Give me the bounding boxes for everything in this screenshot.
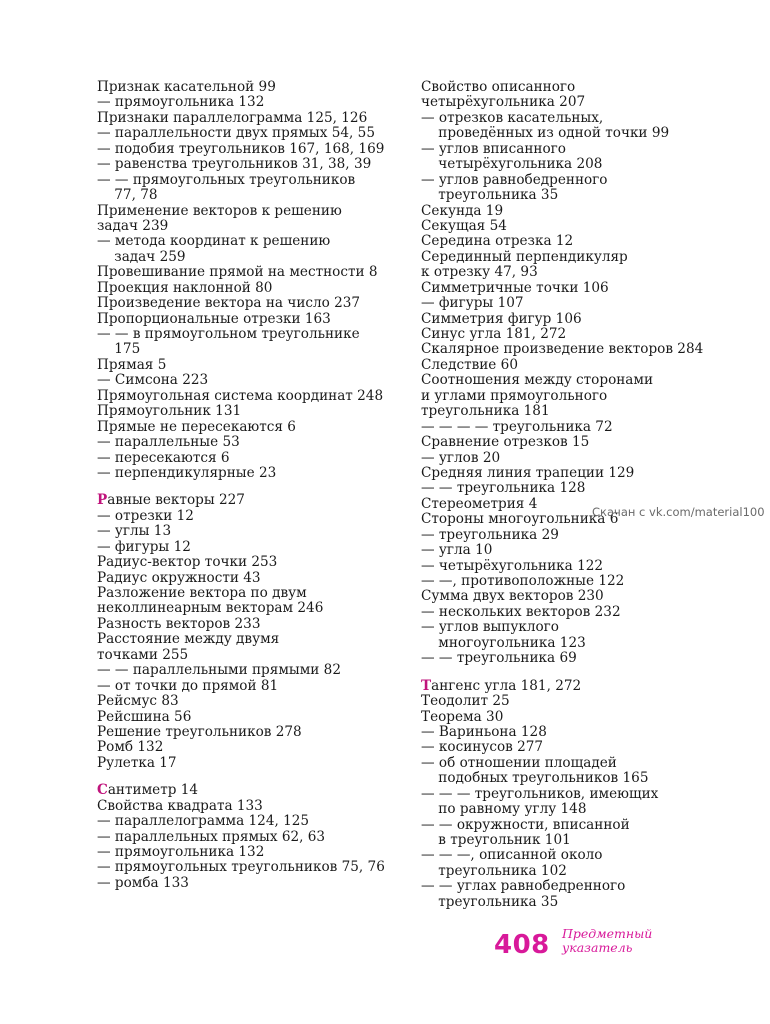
index-entry-text: — углов выпуклого <box>421 619 559 636</box>
index-entry <box>97 632 397 647</box>
index-entry-text: треугольника 35 <box>421 187 559 204</box>
index-entry <box>97 524 397 539</box>
index-entry <box>97 694 397 709</box>
index-entry-text: — равенства треугольников 31, 38, 39 <box>97 156 372 173</box>
index-entry-text: — перпендикулярные 23 <box>97 464 277 481</box>
index-entry-text: неколлинеарным векторам 246 <box>97 600 324 617</box>
index-entry-text: — угла 10 <box>421 542 493 559</box>
index-entry-text: Произведение вектора на число 237 <box>97 295 361 312</box>
index-entry-text: — параллельные 53 <box>97 434 240 451</box>
index-entry-text: Стереометрия 4 <box>421 495 538 512</box>
watermark-text: Скачан с vk.com/material100 <box>592 505 765 519</box>
index-entry-text: — пересекаются 6 <box>97 449 230 466</box>
index-entry <box>421 864 721 879</box>
index-entry-text: — углов 20 <box>421 449 501 466</box>
index-entry <box>421 710 721 725</box>
index-entry-text: Соотношения между сторонами <box>421 372 654 389</box>
index-entry <box>421 389 721 404</box>
index-entry-text: — прямоугольных треугольников 75, 76 <box>97 859 385 876</box>
index-entry-text: — треугольника 29 <box>421 526 559 543</box>
index-entry <box>97 219 397 234</box>
index-entry <box>421 435 721 450</box>
index-entry <box>97 435 397 450</box>
index-entry-text: задач 259 <box>97 248 186 265</box>
section-label-line-1: Предметный <box>562 926 653 941</box>
index-entry-text: — параллельности двух прямых 54, 55 <box>97 125 375 142</box>
index-column-right <box>421 80 721 910</box>
index-entry <box>421 559 721 574</box>
index-entry <box>421 126 721 141</box>
index-entry <box>421 756 721 771</box>
index-entry <box>97 389 397 404</box>
index-entry <box>97 80 397 95</box>
index-entry-text: Проекция наклонной 80 <box>97 279 273 296</box>
index-entry-text: антиметр 14 <box>107 782 199 799</box>
index-entry-text: Рулетка 17 <box>97 754 177 771</box>
section-label-line-2: указатель <box>562 940 633 955</box>
index-entry <box>421 787 721 802</box>
index-entry-text: — параллельных прямых 62, 63 <box>97 828 326 845</box>
index-entry <box>97 830 397 845</box>
index-entry <box>421 895 721 910</box>
index-entry <box>97 663 397 678</box>
index-entry <box>97 799 397 814</box>
index-entry <box>421 219 721 234</box>
index-entry-text: Сравнение отрезков 15 <box>421 434 590 451</box>
index-entry-text: — косинусов 277 <box>421 739 544 756</box>
index-entry <box>421 188 721 203</box>
index-entry-text: Симметричные точки 106 <box>421 279 609 296</box>
index-entry-text: — — углах равнобедренного <box>421 878 626 895</box>
index-entry <box>97 860 397 875</box>
index-entry <box>421 312 721 327</box>
index-entry-text: — Симсона 223 <box>97 372 209 389</box>
index-entry <box>97 540 397 555</box>
index-entry-text: ангенс угла 181, 272 <box>431 677 582 694</box>
index-entry <box>97 142 397 157</box>
index-entry-text: Разложение вектора по двум <box>97 585 307 601</box>
index-entry-text: Радиус-вектор точки 253 <box>97 554 278 571</box>
index-entry <box>97 404 397 419</box>
index-entry-text: Сумма двух векторов 230 <box>421 588 604 605</box>
index-entry <box>421 342 721 357</box>
index-entry <box>97 451 397 466</box>
index-entry-text: — — прямоугольных треугольников <box>97 171 356 188</box>
index-entry-text: — подобия треугольников 167, 168, 169 <box>97 140 385 157</box>
index-entry <box>421 358 721 373</box>
index-entry-text: — четырёхугольника 122 <box>421 557 604 574</box>
index-entry-text: треугольника 181 <box>421 403 550 420</box>
index-entry-text: Разность векторов 233 <box>97 615 261 632</box>
section-initial-letter: Т <box>421 677 432 694</box>
index-entry <box>421 234 721 249</box>
index-entry-text: 77, 78 <box>97 187 158 204</box>
index-entry-text: — углы 13 <box>97 523 172 540</box>
index-entry <box>97 876 397 891</box>
index-entry-text: задач 239 <box>97 217 169 234</box>
index-entry-text: Прямоугольная система координат 248 <box>97 387 384 404</box>
index-entry-text: в треугольник 101 <box>421 832 571 848</box>
index-entry-text: — —, противоположные 122 <box>421 573 625 589</box>
index-entry-text: проведённых из одной точки 99 <box>421 125 670 142</box>
index-entry-text: Середина отрезка 12 <box>421 233 574 250</box>
index-entry <box>421 605 721 620</box>
index-entry-text: Теодолит 25 <box>421 693 510 710</box>
index-entry-text: по равному углу 148 <box>421 801 587 818</box>
index-entry-text: Свойства квадрата 133 <box>97 797 263 814</box>
index-entry-text: — параллелограмма 124, 125 <box>97 813 310 830</box>
index-entry-text: Прямоугольник 131 <box>97 403 242 420</box>
index-entry-text: Пропорциональные отрезки 163 <box>97 310 331 327</box>
index-column-left <box>97 80 397 891</box>
index-entry <box>97 725 397 740</box>
index-entry-text: — — треугольника 69 <box>421 650 577 667</box>
index-entry-text: 175 <box>97 341 141 358</box>
index-entry-text: четырёхугольника 208 <box>421 156 603 173</box>
index-entry <box>421 771 721 786</box>
index-entry-text: Средняя линия трапеции 129 <box>421 464 635 481</box>
index-entry <box>421 296 721 311</box>
index-entry-text: — отрезков касательных, <box>421 109 604 126</box>
index-entry <box>97 342 397 357</box>
index-entry-text: треугольника 102 <box>421 862 567 879</box>
index-entry-text: Теорема 30 <box>421 708 504 725</box>
section-label <box>562 927 652 955</box>
index-entry <box>97 327 397 342</box>
index-entry-text: Скалярное произведение векторов 284 <box>421 341 704 358</box>
index-entry <box>421 80 721 95</box>
index-entry-text: четырёхугольника 207 <box>421 94 586 111</box>
index-entry <box>421 818 721 833</box>
section-initial-letter: Р <box>97 492 108 509</box>
index-entry-text: — прямоугольника 132 <box>97 844 265 860</box>
index-entry-text: — — в прямоугольном треугольнике <box>97 326 360 342</box>
index-entry-text: Симметрия фигур 106 <box>421 310 582 327</box>
index-entry-text: Ромб 132 <box>97 739 164 756</box>
index-entry-text: — — — — треугольника 72 <box>421 418 613 435</box>
index-entry <box>97 296 397 311</box>
index-entry <box>97 234 397 249</box>
index-entry <box>97 679 397 694</box>
index-entry-text: и углами прямоугольного <box>421 387 608 404</box>
index-entry <box>421 420 721 435</box>
index-entry-text: — углов вписанного <box>421 140 566 157</box>
index-entry <box>97 555 397 570</box>
index-entry <box>421 651 721 666</box>
index-entry <box>421 589 721 604</box>
index-entry-text: — — треугольника 128 <box>421 480 586 497</box>
index-entry <box>97 281 397 296</box>
index-entry-text: Прямые не пересекаются 6 <box>97 418 296 435</box>
index-entry <box>421 111 721 126</box>
index-entry-text: — — параллельными прямыми 82 <box>97 662 341 679</box>
index-entry-text: — прямоугольника 132 <box>97 94 265 111</box>
index-entry <box>421 451 721 466</box>
index-entry <box>421 528 721 543</box>
index-entry <box>421 879 721 894</box>
index-entry <box>421 725 721 740</box>
index-entry <box>421 265 721 280</box>
index-entry-text: — метода координат к решению <box>97 233 331 250</box>
index-entry <box>97 204 397 219</box>
index-entry-text: — — —, описанной около <box>421 847 603 864</box>
index-entry <box>97 173 397 188</box>
index-entry <box>421 157 721 172</box>
index-entry-text: — от точки до прямой 81 <box>97 677 279 694</box>
index-entry-text: Следствие 60 <box>421 356 518 373</box>
index-entry <box>421 281 721 296</box>
index-entry-text: Провешивание прямой на местности 8 <box>97 264 378 281</box>
index-entry-text: — — окружности, вписанной <box>421 816 630 833</box>
index-entry-text: — об отношении площадей <box>421 754 617 771</box>
index-entry <box>421 250 721 265</box>
index-entry <box>97 586 397 601</box>
index-entry <box>421 740 721 755</box>
index-entry <box>97 845 397 860</box>
index-entry-text: Признак касательной 99 <box>97 79 276 95</box>
index-entry <box>97 265 397 280</box>
index-entry <box>97 373 397 388</box>
index-entry <box>421 466 721 481</box>
index-entry-text: Свойство описанного <box>421 79 576 95</box>
index-entry <box>97 188 397 203</box>
index-entry <box>421 327 721 342</box>
index-entry <box>421 679 721 694</box>
index-entry <box>97 312 397 327</box>
index-entry <box>421 574 721 589</box>
index-entry <box>97 95 397 110</box>
index-entry-text: — — — треугольников, имеющих <box>421 785 659 802</box>
index-entry <box>421 636 721 651</box>
index-entry-text: Синус угла 181, 272 <box>421 326 567 342</box>
index-entry-text: треугольника 35 <box>421 893 559 910</box>
index-entry-text: — нескольких векторов 232 <box>421 603 621 620</box>
index-entry <box>97 358 397 373</box>
index-entry <box>97 740 397 755</box>
index-entry-text: Прямая 5 <box>97 356 167 373</box>
index-entry-text: подобных треугольников 165 <box>421 770 649 787</box>
page-number: 408 <box>494 930 550 960</box>
index-entry-text: Рейсшина 56 <box>97 708 192 725</box>
index-entry <box>421 833 721 848</box>
section-initial-letter: С <box>97 782 108 799</box>
index-entry <box>97 601 397 616</box>
index-entry <box>421 481 721 496</box>
index-entry <box>421 95 721 110</box>
index-entry-text: Стороны многоугольника 6 <box>421 511 619 528</box>
index-entry <box>421 848 721 863</box>
index-entry <box>97 250 397 265</box>
index-entry <box>421 543 721 558</box>
index-entry <box>97 756 397 771</box>
index-entry <box>97 617 397 632</box>
index-entry-text: Серединный перпендикуляр <box>421 248 628 265</box>
index-entry-text: — отрезки 12 <box>97 507 194 524</box>
index-entry-text: Расстояние между двумя <box>97 631 280 648</box>
index-entry-text: Решение треугольников 278 <box>97 723 302 740</box>
index-entry-text: — углов равнобедренного <box>421 171 608 188</box>
index-entry <box>421 802 721 817</box>
index-entry <box>421 204 721 219</box>
index-entry-text: к отрезку 47, 93 <box>421 264 538 281</box>
index-entry <box>97 420 397 435</box>
index-entry-text: — фигуры 107 <box>421 295 524 312</box>
index-entry-text: — ромба 133 <box>97 874 189 891</box>
index-entry-text: — фигуры 12 <box>97 538 191 555</box>
index-entry-text: Радиус окружности 43 <box>97 569 261 586</box>
index-entry <box>97 126 397 141</box>
index-entry <box>97 509 397 524</box>
index-entry <box>97 783 397 798</box>
index-entry <box>97 493 397 508</box>
index-entry <box>97 710 397 725</box>
index-entry <box>421 173 721 188</box>
index-entry-text: авные векторы 227 <box>107 492 245 509</box>
index-entry-text: многоугольника 123 <box>421 634 586 651</box>
index-entry <box>421 142 721 157</box>
index-entry <box>421 694 721 709</box>
index-entry <box>97 571 397 586</box>
index-entry-text: Секущая 54 <box>421 217 507 234</box>
index-entry <box>421 620 721 635</box>
index-entry <box>97 814 397 829</box>
index-entry-text: Рейсмус 83 <box>97 693 179 710</box>
index-entry-text: — Вариньона 128 <box>421 723 547 740</box>
index-entry <box>421 373 721 388</box>
index-entry-text: Применение векторов к решению <box>97 202 342 219</box>
index-entry-text: Секунда 19 <box>421 202 504 219</box>
index-entry <box>97 466 397 481</box>
index-entry <box>97 157 397 172</box>
index-entry-text: Признаки параллелограмма 125, 126 <box>97 109 368 126</box>
index-entry-text: точками 255 <box>97 646 189 663</box>
index-entry <box>97 648 397 663</box>
index-entry <box>421 404 721 419</box>
index-entry <box>97 111 397 126</box>
